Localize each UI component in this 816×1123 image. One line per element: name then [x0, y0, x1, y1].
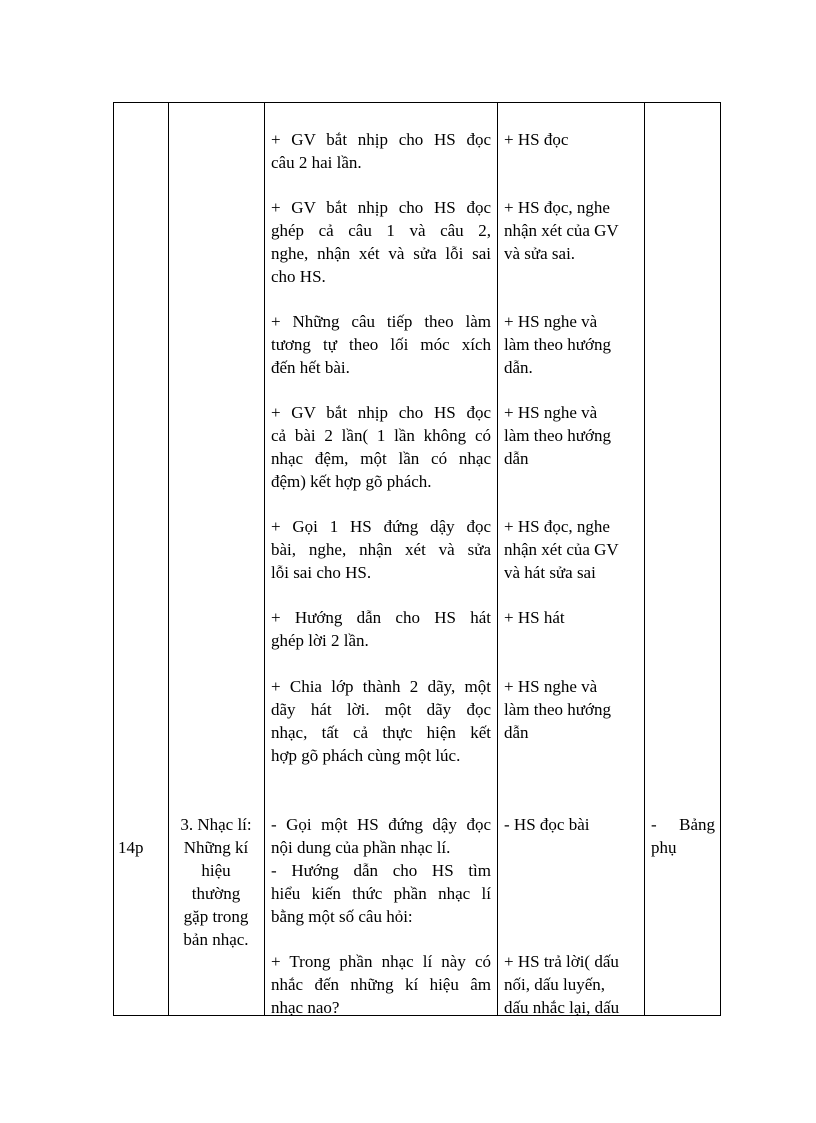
text-line: nghe, nhận xét và sửa lỗi sai — [271, 244, 491, 263]
text-line: và sửa sai. — [504, 244, 576, 263]
text-line: nhắc đến những kí hiệu âm — [271, 975, 491, 994]
teacher-activity — [271, 515, 491, 584]
column-divider — [644, 102, 645, 1016]
student-activity — [504, 515, 640, 584]
text-line: nhạc, tất cả thực hiện kết — [271, 723, 491, 742]
text-line: đến hết bài. — [271, 358, 350, 377]
text-line: + HS nghe và — [504, 312, 598, 331]
text-line: nhạc nao? — [271, 998, 340, 1017]
teacher-activity — [271, 401, 491, 493]
text-line: tương tự theo lối móc xích — [271, 335, 491, 354]
teacher-activity — [271, 606, 491, 652]
text-line: + GV bắt nhịp cho HS đọc — [271, 130, 491, 149]
student-activity — [504, 401, 640, 470]
text-line: + Chia lớp thành 2 dãy, một — [271, 677, 491, 696]
text-line: + HS đọc — [504, 130, 569, 149]
text-line: + HS hát — [504, 608, 565, 627]
text-line: làm theo hướng — [504, 335, 611, 354]
text-line: bằng một số câu hỏi: — [271, 907, 413, 926]
text-line: ghép cả câu 1 và câu 2, — [271, 221, 491, 240]
text-line: bản nhạc. — [183, 930, 249, 949]
text-line: + Hướng dẫn cho HS hát — [271, 608, 491, 627]
text-line: - Bảng — [651, 815, 715, 834]
text-line: dẫn — [504, 449, 529, 468]
text-line: thường — [191, 884, 241, 903]
text-line: + Trong phần nhạc lí này có — [271, 952, 491, 971]
teacher-activity — [271, 950, 491, 1019]
text-line: phụ — [651, 838, 677, 857]
teacher-activity — [271, 310, 491, 379]
text-line: dẫn — [504, 723, 529, 742]
content-cell — [170, 813, 262, 951]
text-line: + HS nghe và — [504, 677, 598, 696]
text-line: + Những câu tiếp theo làm — [271, 312, 491, 331]
text-line: đệm) kết hợp gõ phách. — [271, 472, 432, 491]
text-line: nội dung của phần nhạc lí. — [271, 838, 451, 857]
text-line: + GV bắt nhịp cho HS đọc — [271, 198, 491, 217]
text-line: hiệu — [201, 861, 231, 880]
text-line: gặp trong — [183, 907, 249, 926]
student-activity — [504, 606, 640, 629]
text-line: và hát sửa sai — [504, 563, 596, 582]
student-activity — [504, 950, 640, 1019]
text-line: - Gọi một HS đứng dậy đọc — [271, 815, 491, 834]
text-line: bài, nghe, nhận xét và sửa — [271, 540, 491, 559]
text-line: làm theo hướng — [504, 700, 611, 719]
text-line: nhận xét của GV — [504, 221, 619, 240]
text-line: câu 2 hai lần. — [271, 153, 362, 172]
teacher-activity — [271, 813, 491, 928]
text-line: cả bài 2 lần( 1 lần không có — [271, 426, 491, 445]
student-activity — [504, 128, 640, 151]
text-line: + HS trả lời( dấu — [504, 952, 619, 971]
text-line: cho HS. — [271, 267, 326, 286]
text-line: nhận xét của GV — [504, 540, 619, 559]
student-activity — [504, 196, 640, 265]
time-cell — [118, 836, 164, 859]
column-divider — [168, 102, 169, 1016]
text-line: dấu nhắc lại, dấu — [504, 998, 620, 1017]
text-line: + GV bắt nhịp cho HS đọc — [271, 403, 491, 422]
column-divider — [264, 102, 265, 1016]
column-divider — [497, 102, 498, 1016]
text-line: hiểu kiến thức phần nhạc lí — [271, 884, 491, 903]
teacher-activity — [271, 196, 491, 288]
student-activity — [504, 310, 640, 379]
text-line: dẫn. — [504, 358, 533, 377]
text-line: nhạc đệm, một lần có nhạc — [271, 449, 491, 468]
teacher-activity — [271, 675, 491, 767]
time-label: 14p — [118, 838, 144, 857]
text-line: + HS đọc, nghe — [504, 517, 610, 536]
text-line: dãy hát lời. một dãy đọc — [271, 700, 491, 719]
text-line: 3. Nhạc lí: — [180, 815, 252, 834]
text-line: ghép lời 2 lần. — [271, 631, 369, 650]
text-line: - Hướng dẫn cho HS tìm — [271, 861, 491, 880]
teacher-activity — [271, 128, 491, 174]
text-line: Những kí — [183, 838, 249, 857]
text-line: + Gọi 1 HS đứng dậy đọc — [271, 517, 491, 536]
text-line: nối, dấu luyến, — [504, 975, 606, 994]
text-line: lỗi sai cho HS. — [271, 563, 372, 582]
text-line: - HS đọc bài — [504, 815, 590, 834]
teaching-aids-cell — [651, 813, 715, 859]
text-line: + HS đọc, nghe — [504, 198, 610, 217]
student-activity — [504, 675, 640, 744]
text-line: hợp gõ phách cùng một lúc. — [271, 746, 461, 765]
text-line: + HS nghe và — [504, 403, 598, 422]
text-line: làm theo hướng — [504, 426, 611, 445]
student-activity — [504, 813, 640, 836]
